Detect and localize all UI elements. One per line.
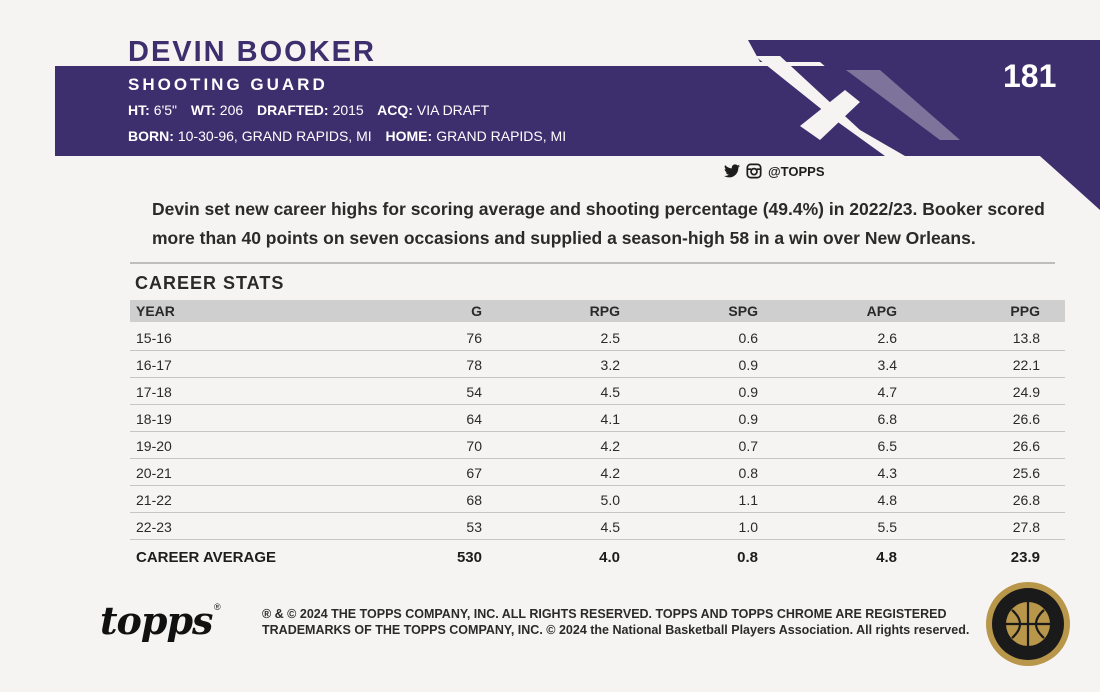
- table-row: [130, 405, 1065, 432]
- cell-spg: 0.9: [738, 357, 758, 373]
- cell-rpg: 4.2: [600, 465, 620, 481]
- career-ppg: 23.9: [1010, 549, 1040, 566]
- cell-year: 16-17: [136, 357, 172, 373]
- header-spg: SPG: [728, 303, 758, 319]
- cell-spg: 0.7: [738, 438, 758, 454]
- table-row: [130, 486, 1065, 513]
- table-row: [130, 351, 1065, 378]
- drafted-value: 2015: [332, 102, 364, 118]
- acq-label: ACQ:: [377, 102, 413, 118]
- cell-g: 78: [466, 357, 482, 373]
- cell-spg: 0.9: [738, 384, 758, 400]
- legal-line-1: ® & © 2024 THE TOPPS COMPANY, INC. ALL RIGHTS RESERVED. TOPPS AND TOPPS CHROME ARE REGISTERED: [262, 607, 947, 621]
- cell-year: 19-20: [136, 438, 172, 454]
- cell-ppg: 22.1: [1012, 357, 1040, 373]
- player-blurb: Devin set new career highs for scoring average and shooting percentage (49.4%) in 2022/23. Booker scored more than 40 points on seven occasions and supplied a season-high 58 in a win over New Orleans.: [152, 199, 1045, 248]
- cell-ppg: 27.8: [1012, 519, 1040, 535]
- cell-apg: 4.7: [877, 384, 897, 400]
- instagram-icon: [746, 163, 762, 179]
- cell-rpg: 5.0: [600, 492, 620, 508]
- cell-rpg: 4.5: [600, 384, 620, 400]
- stats-title: CAREER STATS: [135, 273, 285, 293]
- cell-apg: 4.3: [877, 465, 897, 481]
- cell-spg: 0.9: [738, 411, 758, 427]
- header-rpg: RPG: [589, 303, 620, 319]
- social-handle-text: @TOPPS: [768, 163, 825, 179]
- born-value: 10-30-96, GRAND RAPIDS, MI: [177, 128, 372, 144]
- cell-g: 76: [466, 330, 482, 346]
- cell-year: 21-22: [136, 492, 172, 508]
- cell-rpg: 2.5: [600, 330, 620, 346]
- header-g: G: [471, 303, 482, 319]
- table-row: [130, 324, 1065, 351]
- cell-apg: 4.8: [877, 492, 897, 508]
- legal-line-2: TRADEMARKS OF THE TOPPS COMPANY, INC. © 2024 the National Basketball Players Association. All rights reserved.: [262, 623, 970, 637]
- player-position: SHOOTING GUARD: [128, 75, 328, 94]
- cell-g: 53: [466, 519, 482, 535]
- cell-ppg: 13.8: [1012, 330, 1040, 346]
- weight-value: 206: [219, 102, 244, 118]
- header-ppg: PPG: [1010, 303, 1040, 319]
- stats-header-row: [130, 300, 1065, 322]
- career-average-row: [130, 546, 1065, 570]
- cell-spg: 0.8: [738, 465, 758, 481]
- cell-g: 70: [466, 438, 482, 454]
- cell-spg: 1.0: [738, 519, 758, 535]
- player-name: DEVIN BOOKER: [128, 36, 376, 68]
- height-label: HT:: [128, 102, 150, 118]
- cell-apg: 6.5: [877, 438, 897, 454]
- social-handles: [724, 163, 825, 179]
- cell-spg: 0.6: [738, 330, 758, 346]
- cell-rpg: 4.5: [600, 519, 620, 535]
- header-year: YEAR: [136, 303, 175, 319]
- player-info-line-2: [128, 128, 576, 144]
- table-row: [130, 513, 1065, 540]
- player-info-line-1: [128, 102, 499, 118]
- weight-label: WT:: [190, 102, 216, 118]
- cell-year: 20-21: [136, 465, 172, 481]
- cell-apg: 3.4: [877, 357, 897, 373]
- card-number: 181: [1003, 58, 1057, 94]
- registered-mark: ®: [214, 602, 221, 612]
- cell-rpg: 3.2: [600, 357, 620, 373]
- topps-logo: topps: [100, 598, 213, 643]
- drafted-label: DRAFTED:: [257, 102, 329, 118]
- cell-ppg: 26.6: [1012, 438, 1040, 454]
- cell-rpg: 4.1: [600, 411, 620, 427]
- career-spg: 0.8: [737, 549, 758, 566]
- cell-ppg: 25.6: [1012, 465, 1040, 481]
- cell-rpg: 4.2: [600, 438, 620, 454]
- home-value: GRAND RAPIDS, MI: [436, 128, 567, 144]
- twitter-icon: [724, 164, 740, 178]
- acq-value: VIA DRAFT: [416, 102, 490, 118]
- cell-g: 68: [466, 492, 482, 508]
- cell-g: 54: [466, 384, 482, 400]
- table-row: [130, 378, 1065, 405]
- table-row: [130, 459, 1065, 486]
- career-rpg: 4.0: [599, 549, 620, 566]
- cell-year: 17-18: [136, 384, 172, 400]
- nbpa-badge-icon: [984, 580, 1072, 668]
- home-label: HOME:: [385, 128, 433, 144]
- cell-year: 15-16: [136, 330, 172, 346]
- cell-g: 67: [466, 465, 482, 481]
- career-apg: 4.8: [876, 549, 897, 566]
- legal-text: [262, 606, 970, 638]
- cell-ppg: 26.8: [1012, 492, 1040, 508]
- cell-year: 22-23: [136, 519, 172, 535]
- divider: [130, 262, 1055, 264]
- table-row: [130, 432, 1065, 459]
- height-value: 6'5": [153, 102, 177, 118]
- career-g: 530: [456, 549, 482, 566]
- cell-apg: 2.6: [877, 330, 897, 346]
- career-label: CAREER AVERAGE: [136, 549, 277, 566]
- cell-year: 18-19: [136, 411, 172, 427]
- cell-ppg: 26.6: [1012, 411, 1040, 427]
- header-apg: APG: [866, 303, 897, 319]
- cell-g: 64: [466, 411, 482, 427]
- born-label: BORN:: [128, 128, 174, 144]
- cell-apg: 5.5: [877, 519, 897, 535]
- cell-ppg: 24.9: [1012, 384, 1040, 400]
- cell-apg: 6.8: [877, 411, 897, 427]
- cell-spg: 1.1: [738, 492, 758, 508]
